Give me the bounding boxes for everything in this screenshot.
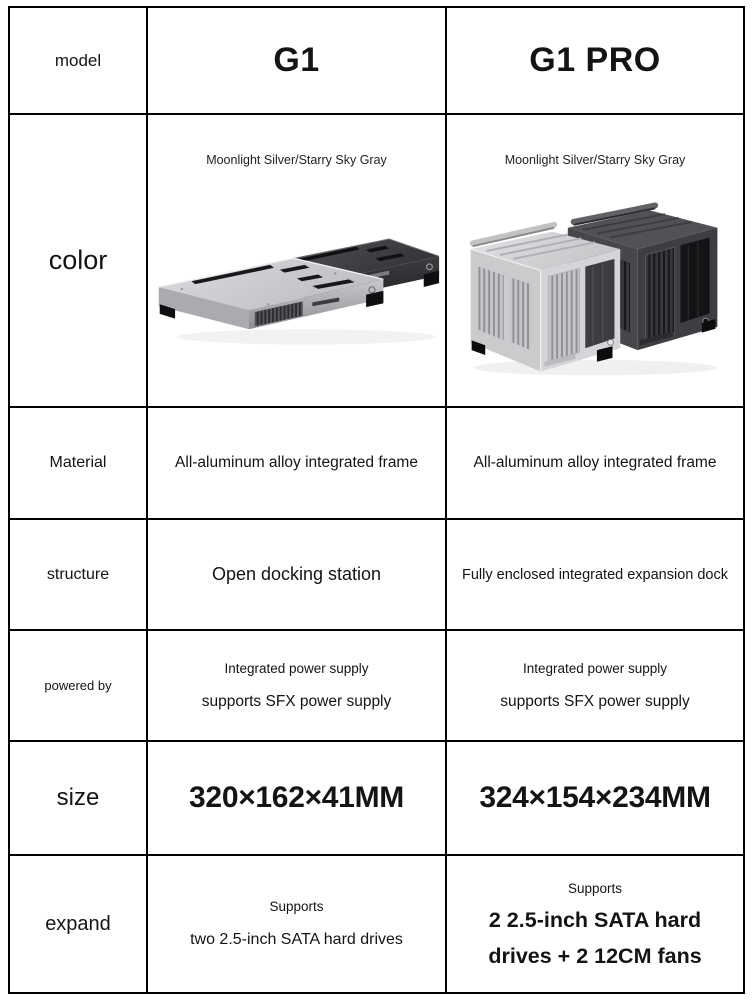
g1-material-value [148, 408, 447, 520]
g1-expand-value [148, 856, 447, 992]
g1pro-product-illustration [459, 194, 731, 380]
model-label: model [54, 50, 102, 70]
g1-color-options-photo [148, 167, 445, 406]
powered-by-label: powered by [44, 678, 112, 693]
g1pro-title: G1 PRO [529, 41, 661, 79]
row-label-powered-by [10, 631, 148, 742]
row-label-size [10, 742, 148, 856]
g1-expand-line2: two 2.5-inch SATA hard drives [190, 931, 403, 948]
g1pro-material-value [447, 408, 743, 520]
g1-model-name [148, 8, 447, 115]
g1pro-expand-line1: Supports [567, 881, 623, 896]
g1-size-value [148, 742, 447, 856]
g1pro-expand-value [447, 856, 743, 992]
g1pro-power-line2: supports SFX power supply [500, 692, 690, 710]
size-label: size [56, 784, 100, 811]
g1-expand-line1: Supports [269, 899, 324, 914]
g1pro-color-caption: Moonlight Silver/Starry Sky Gray [504, 153, 686, 167]
g1-structure-value [148, 520, 447, 631]
row-label-model [10, 8, 148, 115]
g1pro-size-text: 324×154×234MM [479, 781, 711, 814]
g1-color-cell [148, 115, 447, 408]
g1pro-expand-line3: drives + 2 12CM fans [488, 943, 702, 968]
g1pro-power-value [447, 631, 743, 742]
row-label-color [10, 115, 148, 408]
row-label-structure [10, 520, 148, 631]
g1-title: G1 [273, 41, 320, 79]
g1pro-structure-value [447, 520, 743, 631]
row-label-expand [10, 856, 148, 992]
g1pro-power-line1: Integrated power supply [522, 660, 668, 676]
material-label: Material [49, 454, 107, 471]
g1pro-model-name [447, 8, 743, 115]
g1-power-value [148, 631, 447, 742]
structure-label: structure [46, 565, 110, 583]
g1pro-material-text: All-aluminum alloy integrated frame [473, 454, 717, 471]
g1-size-text: 320×162×41MM [189, 781, 404, 814]
g1pro-silver-case [471, 224, 621, 371]
g1pro-color-cell [447, 115, 743, 408]
g1-product-illustration [153, 219, 441, 355]
g1-power-line1: Integrated power supply [224, 660, 369, 676]
g1pro-structure-text: Fully enclosed integrated expansion dock [462, 566, 728, 583]
g1-material-text: All-aluminum alloy integrated frame [175, 454, 418, 471]
g1-structure-text: Open docking station [211, 564, 382, 584]
g1pro-expand-line2: 2 2.5-inch SATA hard [488, 908, 702, 932]
expand-label: expand [45, 912, 111, 935]
spec-comparison-table [8, 6, 745, 994]
color-label: color [48, 245, 108, 275]
row-label-material [10, 408, 148, 520]
g1-power-line2: supports SFX power supply [201, 692, 392, 710]
g1-color-caption: Moonlight Silver/Starry Sky Gray [206, 153, 387, 167]
g1pro-color-options-photo [447, 167, 743, 406]
g1pro-size-value [447, 742, 743, 856]
